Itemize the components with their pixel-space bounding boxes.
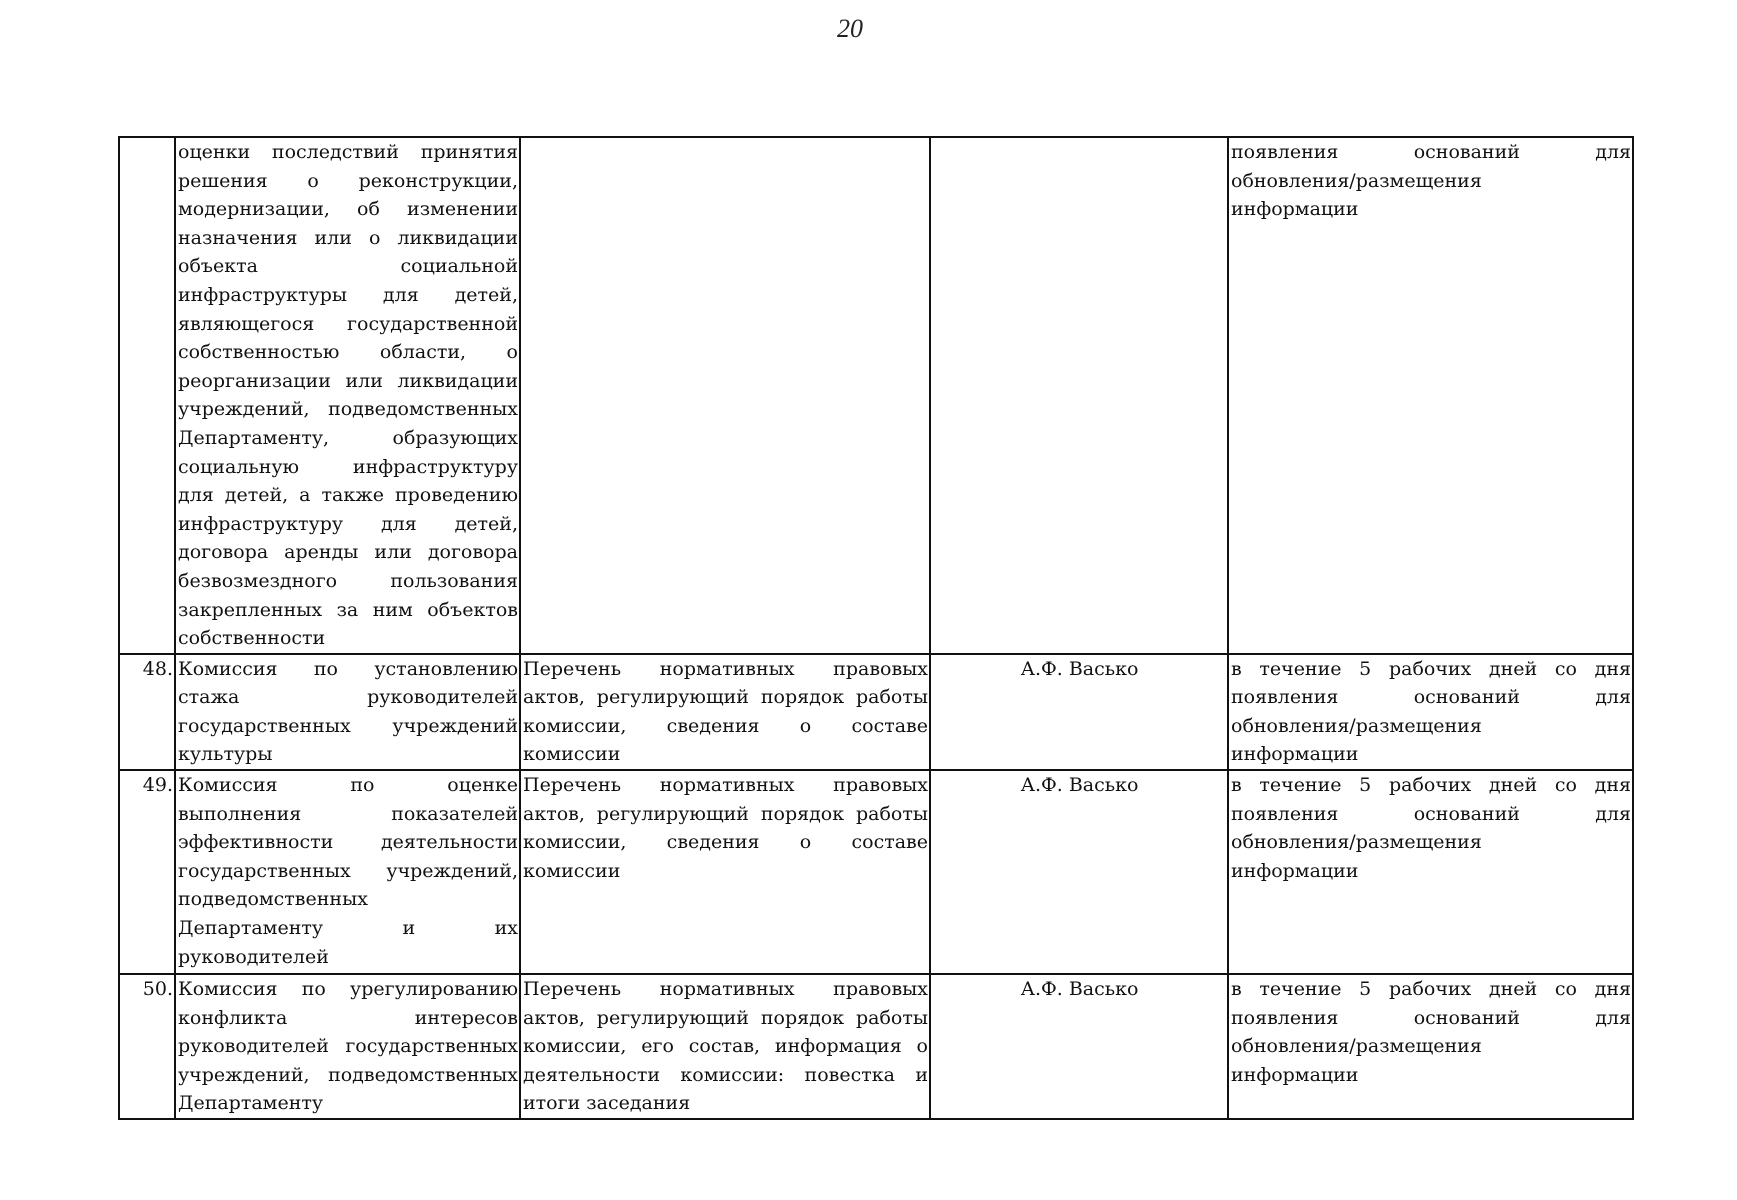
deadline-line: в течение 5 рабочих дней со дня <box>1231 657 1631 680</box>
commission-name-line: назначения или о ликвидации <box>178 226 518 249</box>
deadline-line: обновления/размещения <box>1231 831 1482 854</box>
deadline-line: информации <box>1231 859 1359 882</box>
responsible-person-cell <box>930 137 1228 654</box>
information-content-line: Перечень нормативных правовых <box>523 774 928 797</box>
deadline-line: появления оснований для <box>1231 141 1631 163</box>
responsible-person-cell <box>930 770 1228 974</box>
information-content-line: комиссии, сведения о составе <box>523 831 928 854</box>
commission-name-line: государственных учреждений <box>178 714 518 737</box>
table-row <box>119 654 1633 770</box>
commission-name-line: государственных учреждений, <box>178 859 518 882</box>
commission-name-line: модернизации, об изменении <box>178 198 518 221</box>
deadline-cell <box>1228 137 1633 654</box>
deadline-line: появления оснований для <box>1231 686 1631 709</box>
row-number-cell <box>119 974 175 1119</box>
deadline-line: появления оснований для <box>1231 802 1631 825</box>
commission-name-line: Департаменту <box>178 1092 324 1115</box>
commission-name-line: являющегося государственной <box>178 312 518 335</box>
commission-name-line: учреждений, подведомственных <box>178 398 518 421</box>
document-table <box>118 136 1634 1120</box>
commission-name-line: учреждений, подведомственных <box>178 1063 518 1086</box>
responsible-person-cell <box>930 974 1228 1119</box>
information-content-line: Перечень нормативных правовых <box>523 657 928 680</box>
deadline-line: в течение 5 рабочих дней со дня <box>1231 774 1631 797</box>
row-number-cell <box>119 137 175 654</box>
commission-name-line: эффективности деятельности <box>178 831 518 854</box>
responsible-person: А.Ф. Васько <box>1020 657 1139 680</box>
commission-name-line: договора аренды или договора <box>178 541 518 564</box>
table-row <box>119 974 1633 1119</box>
commission-name-line: культуры <box>178 743 273 766</box>
commission-name-line: руководителей государственных <box>178 1035 518 1058</box>
commission-name-cell <box>175 770 520 974</box>
deadline-line: информации <box>1231 198 1359 221</box>
row-number-cell <box>119 654 175 770</box>
table-body <box>119 137 1633 1119</box>
commission-name-cell <box>175 974 520 1119</box>
commission-name-line: конфликта интересов <box>178 1006 518 1029</box>
deadline-line: в течение 5 рабочих дней со дня <box>1231 978 1631 1001</box>
deadline-line: информации <box>1231 743 1359 766</box>
commission-name-line: Департаменту и их <box>178 917 518 940</box>
commission-name-line: оценки последствий принятия <box>178 141 518 163</box>
row-number: 50. <box>142 978 173 1001</box>
row-number-cell <box>119 770 175 974</box>
information-content-line: Перечень нормативных правовых <box>523 978 928 1001</box>
commission-name-line: руководителей <box>178 945 329 968</box>
deadline-line: появления оснований для <box>1231 1006 1631 1029</box>
information-content-line: актов, регулирующий порядок работы <box>523 1006 928 1029</box>
row-number: 49. <box>142 774 173 797</box>
commission-name-line: закрепленных за ним объектов <box>178 598 518 621</box>
information-content-cell <box>520 137 930 654</box>
commission-name-line: подведомственных <box>178 888 368 911</box>
commission-name-line: безвозмездного пользования <box>178 569 518 592</box>
commission-name-line: реорганизации или ликвидации <box>178 369 518 392</box>
information-content-cell <box>520 974 930 1119</box>
information-content-line: актов, регулирующий порядок работы <box>523 686 928 709</box>
commission-name-line: Комиссия по урегулированию <box>178 978 518 1001</box>
information-content-line: комиссии, его состав, информация о <box>523 1035 928 1058</box>
commission-name-line: социальную инфраструктуру <box>178 455 518 478</box>
responsible-person-cell <box>930 654 1228 770</box>
commission-name-line: Комиссия по оценке <box>178 774 518 797</box>
responsible-person: А.Ф. Васько <box>1020 978 1139 1001</box>
deadline-line: обновления/размещения <box>1231 714 1482 737</box>
commission-name-line: выполнения показателей <box>178 802 518 825</box>
responsible-person: А.Ф. Васько <box>1020 774 1139 797</box>
information-content-line: деятельности комиссии: повестка и <box>523 1063 928 1086</box>
commission-name-line: собственностью области, о <box>178 341 518 364</box>
information-content-line: комиссии, сведения о составе <box>523 714 928 737</box>
commission-name-cell <box>175 654 520 770</box>
deadline-line: информации <box>1231 1063 1359 1086</box>
information-content-line: актов, регулирующий порядок работы <box>523 802 928 825</box>
commission-name-line: инфраструктуру для детей, <box>178 512 518 535</box>
commission-name-line: инфраструктуры для детей, <box>178 283 518 306</box>
row-number: 48. <box>142 657 173 680</box>
information-content-cell <box>520 770 930 974</box>
table-row <box>119 137 1633 654</box>
commission-name-cell <box>175 137 520 654</box>
deadline-cell <box>1228 770 1633 974</box>
information-content-line: комиссии <box>523 859 621 882</box>
page-number: 20 <box>837 14 863 43</box>
commission-name-line: решения о реконструкции, <box>178 169 518 192</box>
commission-name-line: стажа руководителей <box>178 686 518 709</box>
deadline-line: обновления/размещения <box>1231 1035 1482 1058</box>
information-content-cell <box>520 654 930 770</box>
commission-name-line: собственности <box>178 627 326 650</box>
commission-name-line: Департаменту, образующих <box>178 426 518 449</box>
deadline-line: обновления/размещения <box>1231 169 1482 192</box>
information-content-line: комиссии <box>523 743 621 766</box>
commission-name-line: Комиссия по установлению <box>178 657 518 680</box>
commission-name-line: для детей, а также проведению <box>178 484 518 507</box>
commission-name-line: объекта социальной <box>178 255 518 278</box>
table-row <box>119 770 1633 974</box>
deadline-cell <box>1228 654 1633 770</box>
deadline-cell <box>1228 974 1633 1119</box>
information-content-line: итоги заседания <box>523 1092 691 1115</box>
